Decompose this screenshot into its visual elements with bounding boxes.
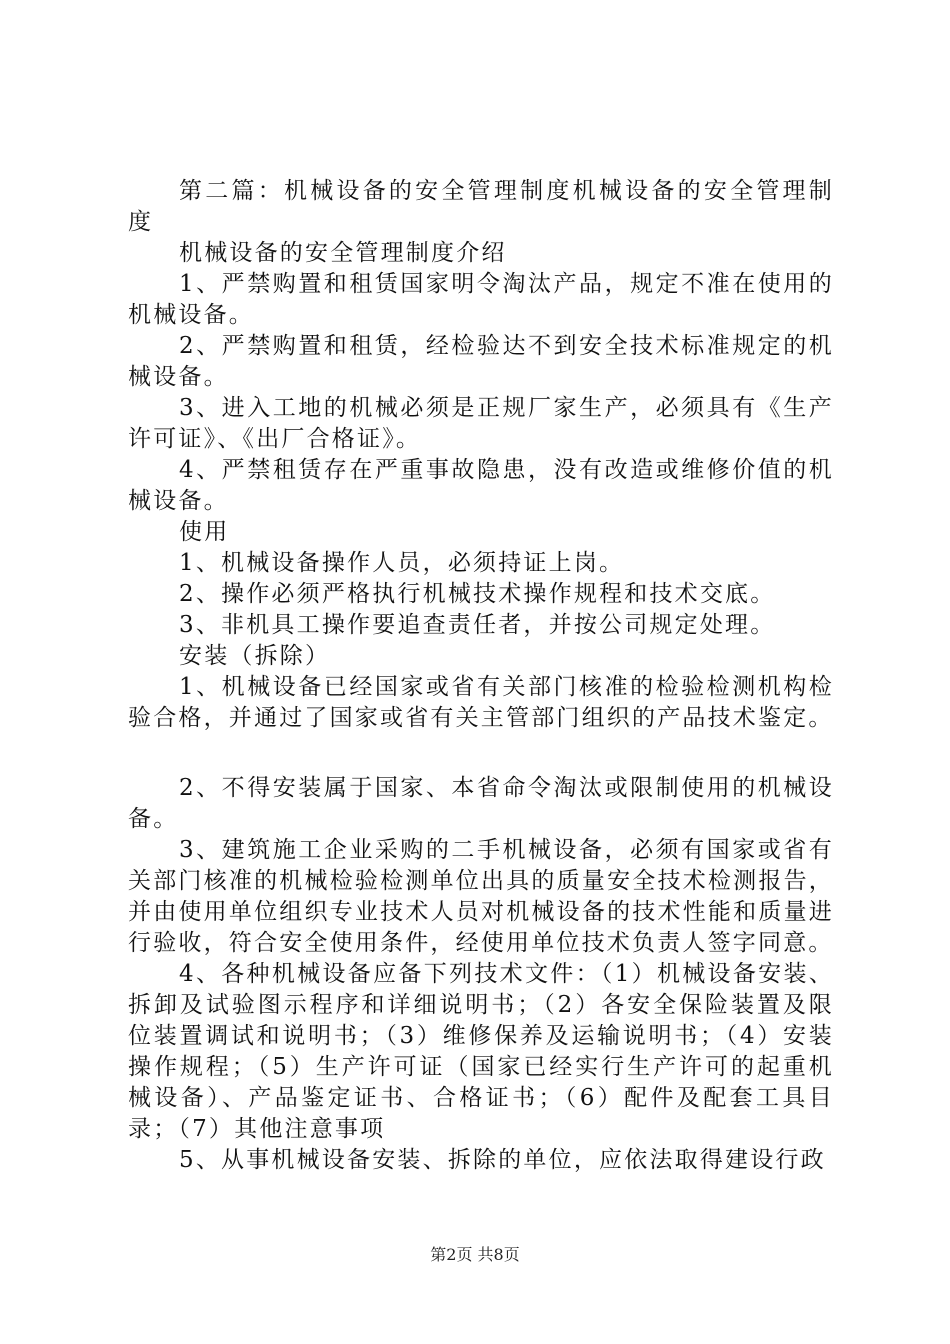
page-number-footer: 第2页 共8页 [430, 1245, 520, 1264]
section-heading-install: 安装（拆除） [179, 643, 331, 669]
paragraph: 3、进入工地的机械必须是正规厂家生产，必须具有《生产许可证》、《出厂合格证》。 [128, 395, 834, 452]
paragraph: 1、机械设备已经国家或省有关部门核准的检验检测机构检验合格，并通过了国家或省有关主管部门组织的产品技术鉴定。 [128, 674, 834, 731]
paragraph: 4、严禁租赁存在严重事故隐患，没有改造或维修价值的机械设备。 [128, 457, 834, 514]
paragraph: 3、非机具工操作要追查责任者，并按公司规定处理。 [179, 612, 776, 638]
paragraph: 2、操作必须严格执行机械技术操作规程和技术交底。 [179, 581, 776, 607]
paragraph: 2、不得安装属于国家、本省命令淘汰或限制使用的机械设备。 [128, 775, 834, 832]
paragraph: 3、建筑施工企业采购的二手机械设备，必须有国家或省有关部门核准的机械检验检测单位出具的质量安全技术检测报告，并由使用单位组织专业技术人员对机械设备的技术性能和质量进行验收，符合安全使用条件，经使用单位技术负责人签字同意。 [128, 837, 834, 956]
blank-line [128, 734, 834, 773]
section-heading-intro: 机械设备的安全管理制度介绍 [179, 240, 507, 266]
paragraph: 4、各种机械设备应备下列技术文件：（1）机械设备安装、拆卸及试验图示程序和详细说明书；（2）各安全保险装置及限位装置调试和说明书；（3）维修保养及运输说明书；（4）安装操作规程；（5）生产许可证（国家已经实行生产许可的起重机械设备）、产品鉴定证书、合格证书；（6）配件及配套工具目录；（7）其他注意事项 [128, 961, 834, 1142]
paragraph: 5、从事机械设备安装、拆除的单位，应依法取得建设行政 [179, 1147, 826, 1173]
paragraph: 2、严禁购置和租赁，经检验达不到安全技术标准规定的机械设备。 [128, 333, 834, 390]
chapter-title: 第二篇：机械设备的安全管理制度机械设备的安全管理制度 [128, 178, 834, 235]
section-heading-use: 使用 [179, 519, 230, 545]
paragraph: 1、严禁购置和租赁国家明令淘汰产品，规定不准在使用的机械设备。 [128, 271, 834, 328]
paragraph: 1、机械设备操作人员，必须持证上岗。 [179, 550, 625, 576]
document-body [128, 176, 834, 1176]
